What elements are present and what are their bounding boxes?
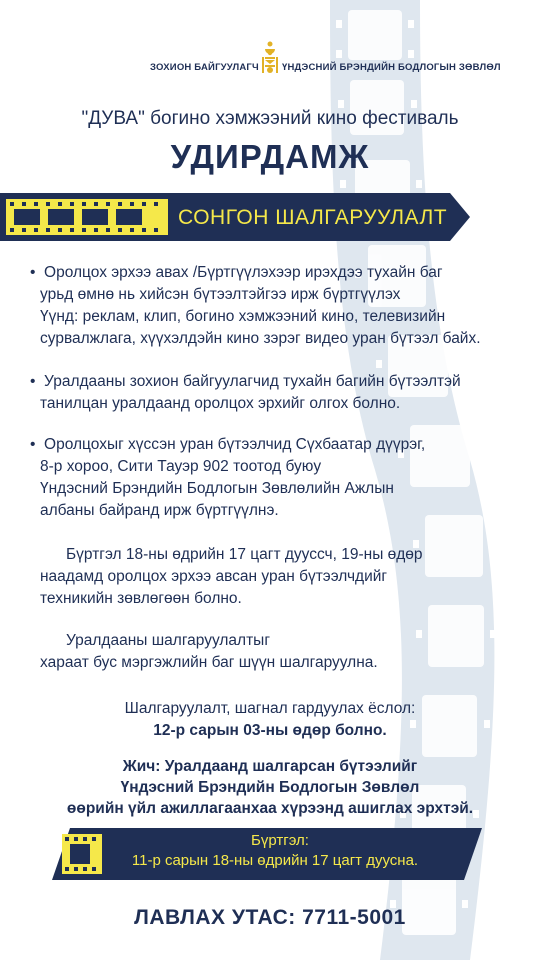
bullet-line: Үндэсний Брэндийн Бодлогын Зөвлөлийн Ажлын <box>40 480 394 497</box>
bullet-line: • Уралдааны зохион байгуулагчид тухайн багийн бүтээлтэй <box>30 373 461 390</box>
note-line: Жич: Уралдаанд шалгарсан бүтээлийг <box>122 758 418 775</box>
bullet-line: албаны байранд ирж бүртгүүлнэ. <box>40 502 279 519</box>
bullet-line: сурвалжлага, хүүхэлдэйн кино зэрэг видео уран бүтээл байх. <box>40 330 481 347</box>
paragraph-line: техникийн зөвлөгөөн болно. <box>40 590 242 607</box>
note-line: өөрийн үйл ажиллагаанхаа хүрээнд ашиглах эрхтэй. <box>66 800 474 817</box>
paragraph-line: Уралдааны шалгаруулалтыг <box>66 632 270 649</box>
bullet-line: Үүнд: реклам, клип, богино хэмжээний кино, телевизийн <box>40 308 446 325</box>
ceremony-label: Шалгаруулалт, шагнал гардуулах ёслол: <box>124 700 416 717</box>
deadline-date: 11-р сарын 18-ны өдрийн 17 цагт дуусна. <box>131 852 419 869</box>
soyombo-emblem-icon <box>262 40 278 76</box>
bullet-line: урьд өмнө нь хийсэн бүтээлтэйгээ ирж бүртгүүлэх <box>40 286 401 303</box>
header <box>0 40 540 100</box>
paragraph <box>40 544 530 610</box>
ceremony-date: 12-р сарын 03-ны өдөр болно. <box>153 722 387 739</box>
bullet-line: танилцан уралдаанд оролцох эрхийг олгох болно. <box>40 395 401 412</box>
page-title: УДИРДАМЖ <box>170 138 370 175</box>
bullet-line: • Оролцохыг хүссэн уран бүтээлчид Сүхбаатар дүүрэг, <box>30 436 426 453</box>
festival-title: "ДУВА" богино хэмжээний кино фестиваль <box>81 108 459 129</box>
bullet-line: 8-р хороо, Сити Тауэр 902 тоотод буюу <box>40 458 322 475</box>
note-line: Үндэсний Брэндийн Бодлогын Зөвлөл <box>120 779 420 796</box>
deadline-label: Бүртгэл: <box>251 832 309 849</box>
bullet-line: • Оролцох эрхээ авах /Бүртгүүлэхээр ирэхдээ тухайн баг <box>30 264 443 281</box>
paragraph-line: хараат бус мэргэжлийн баг шүүн шалгаруулна. <box>40 654 378 671</box>
council-label: ҮНДЭСНИЙ БРЭНДИЙН БОДЛОГЫН ЗӨВЛӨЛ <box>282 62 501 73</box>
bullet-item <box>30 262 520 350</box>
section-label: СОНГОН ШАЛГАРУУЛАЛТ <box>178 206 448 229</box>
paragraph-line: Бүртгэл 18-ны өдрийн 17 цагт дууссч, 19-ны өдөр <box>66 546 423 563</box>
paragraph <box>40 630 530 674</box>
bullet-item <box>30 371 520 415</box>
organizer-label: ЗОХИОН БАЙГУУЛАГЧ <box>150 62 259 73</box>
paragraph-line: наадамд оролцох эрхээ авсан уран бүтээлчдийг <box>40 568 388 585</box>
bullet-item <box>30 434 520 522</box>
contact-phone: ЛАВЛАХ УТАС: 7711-5001 <box>134 906 406 929</box>
